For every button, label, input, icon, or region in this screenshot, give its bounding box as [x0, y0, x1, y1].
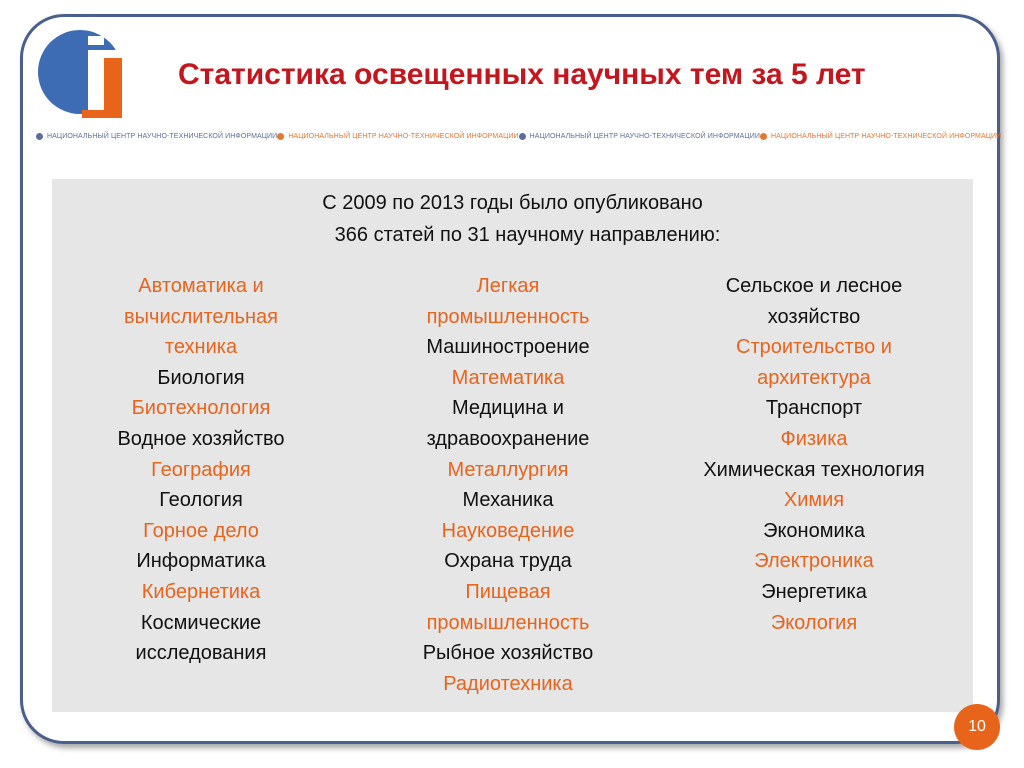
- subject-item: Металлургия: [447, 458, 569, 481]
- org-strip-item: НАЦИОНАЛЬНЫЙ ЦЕНТР НАУЧНО-ТЕХНИЧЕСКОЙ ИНФОРМАЦИИ: [36, 133, 277, 140]
- org-strip-item: НАЦИОНАЛЬНЫЙ ЦЕНТР НАУЧНО-ТЕХНИЧЕСКОЙ ИНФОРМАЦИИ: [519, 133, 760, 140]
- subject-item: Электроника: [754, 550, 874, 573]
- subject-item: Автоматика и: [138, 275, 264, 297]
- subject-item: Легкая: [476, 275, 540, 297]
- subject-item: исследования: [135, 642, 267, 665]
- subject-column-1: [72, 271, 330, 669]
- subject-item: Биотехнология: [131, 397, 271, 420]
- subject-item: Машиностроение: [426, 336, 590, 359]
- subject-item: хозяйство: [767, 305, 861, 328]
- page-number-badge: 10: [954, 704, 1000, 750]
- subject-item: Геология: [159, 489, 243, 512]
- intro-text: [52, 187, 973, 251]
- org-strip-item: НАЦИОНАЛЬНЫЙ ЦЕНТР НАУЧНО-ТЕХНИЧЕСКОЙ ИНФОРМАЦИИ: [760, 133, 1001, 140]
- subject-item: Информатика: [136, 550, 266, 573]
- org-logo-mini-icon: [519, 133, 526, 140]
- subject-item: здравоохранение: [426, 427, 590, 450]
- subject-item: Физика: [780, 427, 848, 450]
- subject-item: Механика: [462, 489, 554, 512]
- subject-item: Охрана труда: [444, 550, 572, 573]
- org-logo-mini-icon: [277, 133, 284, 140]
- subject-item: Науковедение: [441, 519, 575, 542]
- content-panel: [52, 179, 973, 712]
- subject-item: Строительство и: [736, 336, 892, 359]
- slide-title: Статистика освещенных научных тем за 5 лет: [178, 58, 866, 91]
- org-logo-mini-icon: [760, 133, 767, 140]
- subject-item: Медицина и: [452, 397, 564, 420]
- subject-item: архитектура: [757, 366, 871, 389]
- subject-item: Сельское и лесное: [725, 275, 903, 297]
- subject-item: Экономика: [763, 519, 865, 542]
- subject-item: промышленность: [426, 305, 590, 328]
- subject-item: Горное дело: [143, 519, 259, 542]
- subject-item: Космические: [140, 611, 262, 634]
- subject-item: Химическая технология: [703, 458, 925, 481]
- subject-item: Рыбное хозяйство: [422, 642, 594, 665]
- subject-item: Радиотехника: [443, 672, 573, 695]
- intro-line-1: С 2009 по 2013 годы было опубликовано: [322, 192, 703, 214]
- organization-logo-icon: [34, 28, 126, 124]
- subject-item: вычислительная: [124, 305, 278, 328]
- subject-item: Энергетика: [761, 580, 867, 603]
- subject-item: Водное хозяйство: [117, 427, 285, 450]
- org-logo-mini-icon: [36, 133, 43, 140]
- intro-line-2: 366 статей по 31 научному направлению:: [334, 224, 721, 246]
- subject-item: Кибернетика: [141, 580, 261, 603]
- subject-item: Биология: [157, 366, 245, 389]
- org-strip-item: НАЦИОНАЛЬНЫЙ ЦЕНТР НАУЧНО-ТЕХНИЧЕСКОЙ ИНФОРМАЦИИ: [277, 133, 518, 140]
- subject-item: География: [151, 458, 251, 481]
- subject-item: Математика: [451, 366, 565, 389]
- subject-item: Химия: [783, 489, 845, 512]
- subject-column-3: [664, 271, 964, 638]
- subject-item: техника: [164, 336, 238, 359]
- subject-item: Пищевая: [465, 580, 551, 603]
- organization-strip: [36, 130, 1002, 142]
- subject-item: Транспорт: [765, 397, 863, 420]
- subject-item: промышленность: [426, 611, 590, 634]
- subject-item: Экология: [770, 611, 858, 634]
- subject-column-2: [378, 271, 638, 699]
